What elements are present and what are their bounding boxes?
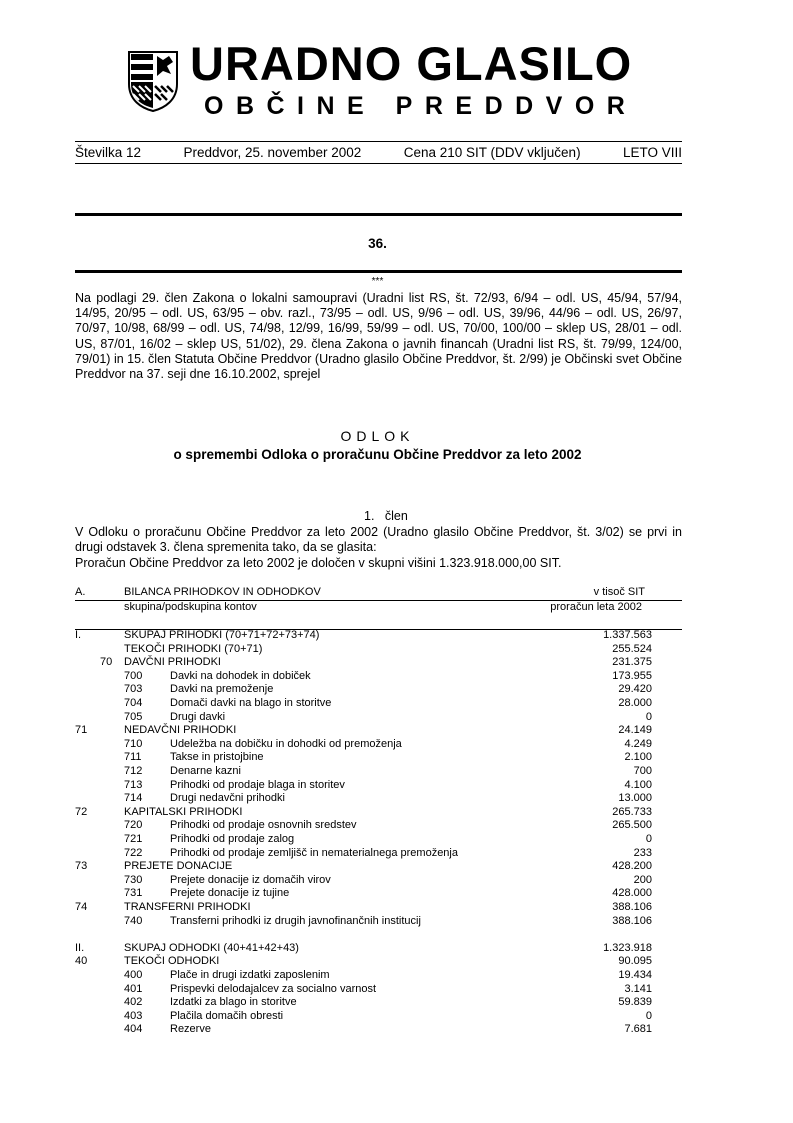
row-account-code: 740 bbox=[124, 914, 143, 927]
row-account-code: 403 bbox=[124, 1009, 143, 1022]
table-row bbox=[75, 887, 682, 901]
row-account-name: Prihodki od prodaje zemljišč in nematerialnega premoženja bbox=[170, 846, 458, 859]
row-budget-value: 0 bbox=[645, 1009, 652, 1022]
table-row bbox=[75, 833, 682, 847]
row-account-name: Drugi nedavčni prihodki bbox=[170, 792, 285, 805]
table-row bbox=[75, 711, 682, 725]
row-account-code: 704 bbox=[124, 697, 143, 709]
row-budget-value: 90.095 bbox=[618, 955, 652, 968]
column-budget-label: proračun leta 2002 bbox=[550, 601, 642, 613]
table-header bbox=[75, 586, 682, 600]
document-number: 36. bbox=[368, 236, 387, 251]
row-account-name: TEKOČI PRIHODKI (70+71) bbox=[124, 642, 263, 655]
row-budget-value: 1.337.563 bbox=[603, 629, 652, 641]
section-label: A. bbox=[75, 586, 86, 598]
table-row bbox=[75, 860, 682, 874]
table-row bbox=[75, 724, 682, 738]
row-account-name: Plače in drugi izdatki zaposlenim bbox=[170, 969, 330, 981]
table-row bbox=[75, 738, 682, 752]
row-budget-value: 1.323.918 bbox=[603, 941, 652, 954]
row-account-code: 714 bbox=[124, 792, 143, 805]
issue-price: Cena 210 SIT (DDV vključen) bbox=[403, 145, 581, 160]
article-text: V Odloku o proračunu Občine Preddvor za leto 2002 (Uradno glasilo Občine Preddvor, št. 3/02) se prvi in drugi odstavek 3. člena spremenita tako, da se glasita: bbox=[75, 525, 682, 555]
row-budget-value: 231.375 bbox=[612, 656, 652, 669]
row-account-name: Davki na premoženje bbox=[170, 683, 274, 696]
row-budget-value: 255.524 bbox=[612, 642, 652, 655]
table-row bbox=[75, 874, 682, 888]
row-account-code: 720 bbox=[124, 819, 143, 832]
row-account-code: 712 bbox=[124, 765, 143, 777]
divider bbox=[75, 163, 682, 164]
table-row bbox=[75, 996, 682, 1010]
row-account-name: TRANSFERNI PRIHODKI bbox=[124, 901, 251, 913]
row-account-name: PREJETE DONACIJE bbox=[124, 860, 233, 873]
row-account-name: SKUPAJ ODHODKI (40+41+42+43) bbox=[124, 941, 299, 954]
row-budget-value: 265.500 bbox=[612, 819, 652, 832]
issue-number: Številka 12 bbox=[75, 145, 142, 160]
table-row bbox=[75, 629, 682, 643]
row-account-name: Drugi davki bbox=[170, 710, 226, 723]
row-account-name: Prispevki delodajalcev za socialno varnost bbox=[170, 982, 377, 995]
table-row bbox=[75, 656, 682, 670]
table-row bbox=[75, 942, 682, 956]
row-budget-value: 388.106 bbox=[612, 914, 652, 927]
table-row bbox=[75, 1023, 682, 1037]
row-budget-value: 233 bbox=[633, 846, 652, 859]
row-account-name: Rezerve bbox=[170, 1023, 211, 1036]
section-rule bbox=[75, 270, 682, 273]
row-label: II. bbox=[75, 941, 85, 954]
row-account-code: 402 bbox=[124, 996, 143, 1009]
table-row bbox=[75, 969, 682, 983]
row-budget-value: 29.420 bbox=[618, 683, 652, 696]
row-budget-value: 28.000 bbox=[618, 697, 652, 709]
table-row bbox=[75, 683, 682, 697]
row-label: I. bbox=[75, 629, 82, 641]
row-budget-value: 4.100 bbox=[624, 778, 652, 791]
row-account-name: Prihodki od prodaje blaga in storitev bbox=[170, 778, 345, 791]
row-account-code: 70 bbox=[100, 656, 113, 669]
budget-table bbox=[75, 629, 682, 1049]
row-budget-value: 0 bbox=[645, 833, 652, 845]
row-budget-value: 200 bbox=[633, 873, 652, 886]
row-account-name: Domači davki na blago in storitve bbox=[170, 697, 332, 709]
row-account-name: Prihodki od prodaje osnovnih sredstev bbox=[170, 819, 357, 832]
table-row bbox=[75, 779, 682, 793]
row-account-code: 401 bbox=[124, 982, 143, 995]
row-account-code: 721 bbox=[124, 833, 143, 845]
row-account-name: Prejete donacije iz domačih virov bbox=[170, 873, 331, 886]
row-account-name: TEKOČI ODHODKI bbox=[124, 955, 220, 968]
row-account-name: NEDAVČNI PRIHODKI bbox=[124, 724, 237, 737]
row-account-code: 731 bbox=[124, 887, 143, 900]
row-label: 40 bbox=[75, 955, 88, 968]
table-row bbox=[75, 983, 682, 997]
row-account-name: Prihodki od prodaje zalog bbox=[170, 833, 295, 845]
table-row bbox=[75, 751, 682, 765]
row-account-name: Prejete donacije iz tujine bbox=[170, 887, 290, 900]
table-row bbox=[75, 915, 682, 929]
divider bbox=[75, 141, 682, 142]
table-row bbox=[75, 765, 682, 779]
table-row bbox=[75, 847, 682, 861]
row-account-code: 730 bbox=[124, 873, 143, 886]
row-account-name: KAPITALSKI PRIHODKI bbox=[124, 805, 243, 818]
row-account-name: Udeležba na dobičku in dohodki od premoženja bbox=[170, 737, 402, 750]
row-account-code: 713 bbox=[124, 778, 143, 791]
row-label: 74 bbox=[75, 901, 88, 913]
column-group-label: skupina/podskupina kontov bbox=[124, 601, 257, 613]
row-account-name: Izdatki za blago in storitve bbox=[170, 996, 297, 1009]
row-account-code: 722 bbox=[124, 846, 143, 859]
row-budget-value: 19.434 bbox=[618, 969, 652, 981]
table-subheader bbox=[75, 601, 682, 615]
row-account-name: Davki na dohodek in dobiček bbox=[170, 669, 311, 682]
row-budget-value: 13.000 bbox=[618, 792, 652, 805]
row-budget-value: 388.106 bbox=[612, 901, 652, 913]
row-label: 71 bbox=[75, 724, 88, 737]
row-budget-value: 2.100 bbox=[624, 751, 652, 764]
table-row bbox=[75, 955, 682, 969]
table-row bbox=[75, 1010, 682, 1024]
table-row bbox=[75, 901, 682, 915]
article-heading: 1. člen bbox=[364, 509, 408, 523]
article-text-total: Proračun Občine Preddvor za leto 2002 je določen v skupni višini 1.323.918.000,00 SIT. bbox=[75, 556, 562, 570]
section-rule bbox=[75, 213, 682, 216]
row-account-code: 711 bbox=[124, 751, 142, 764]
row-account-name: Takse in pristojbine bbox=[170, 751, 264, 764]
document-subheading: o spremembi Odloka o proračunu Občine Preddvor za leto 2002 bbox=[173, 447, 582, 462]
row-budget-value: 24.149 bbox=[618, 724, 652, 737]
row-budget-value: 59.839 bbox=[618, 996, 652, 1009]
table-row bbox=[75, 806, 682, 820]
row-label: 72 bbox=[75, 805, 88, 818]
table-row bbox=[75, 819, 682, 833]
municipal-coat-of-arms-icon bbox=[127, 50, 179, 112]
row-budget-value: 7.681 bbox=[624, 1023, 652, 1036]
row-account-code: 705 bbox=[124, 710, 143, 723]
row-budget-value: 700 bbox=[633, 765, 652, 777]
table-row bbox=[75, 792, 682, 806]
table-row bbox=[75, 697, 682, 711]
row-account-name: Transferni prihodki iz drugih javnofinančnih institucij bbox=[170, 914, 421, 927]
publication-title: URADNO GLASILO bbox=[190, 37, 633, 90]
row-budget-value: 3.141 bbox=[624, 982, 652, 995]
row-account-code: 400 bbox=[124, 969, 143, 981]
row-budget-value: 265.733 bbox=[612, 805, 652, 818]
row-budget-value: 0 bbox=[645, 710, 652, 723]
table-row bbox=[75, 670, 682, 684]
publication-subtitle: OBČINE PREDDVOR bbox=[204, 92, 638, 120]
row-account-name: SKUPAJ PRIHODKI (70+71+72+73+74) bbox=[124, 629, 320, 641]
row-budget-value: 4.249 bbox=[624, 737, 652, 750]
document-heading: ODLOK bbox=[340, 428, 415, 444]
unit-label: v tisoč SIT bbox=[593, 586, 645, 598]
row-budget-value: 428.200 bbox=[612, 860, 652, 873]
separator-stars: *** bbox=[371, 276, 384, 287]
row-label: 73 bbox=[75, 860, 88, 873]
row-account-code: 404 bbox=[124, 1023, 143, 1036]
table-row bbox=[75, 643, 682, 657]
row-budget-value: 173.955 bbox=[612, 669, 652, 682]
row-budget-value: 428.000 bbox=[612, 887, 652, 900]
row-account-code: 710 bbox=[124, 737, 143, 750]
issue-year: LETO VIII bbox=[622, 145, 682, 160]
row-account-code: 700 bbox=[124, 669, 143, 682]
row-account-code: 703 bbox=[124, 683, 143, 696]
issue-place-date: Preddvor, 25. november 2002 bbox=[183, 145, 362, 160]
preamble-text: Na podlagi 29. člen Zakona o lokalni samoupravi (Uradni list RS, št. 72/93, 6/94 – odl. US, 45/94, 57/94, 14/95, 20/95 – odl. US, 63/95 – obv. razl., 73/95 – odl. US, 9/96 – odl. US, 39/96, 44/96 – odl. US, 26/97, 70/97, 10/98, 68/99 – odl. US, 74/98, 12/99, 16/99, 59/99 – odl. US, 70/00, 100/00 – sklep US, 28/01 – odl. US, 87/01, 16/02 – sklep US, 51/02), 29. člena Zakona o javnih financah (Uradni list RS, št. 79/99, 124/00, 79/01) in 15. člen Statuta Občine Preddvor (Uradno glasilo Občine Preddvor, št. 2/99) je Občinski svet Občine Preddvor na 37. seji dne 16.10.2002, sprejel bbox=[75, 291, 682, 382]
issue-info-bar bbox=[75, 145, 682, 160]
row-account-name: DAVČNI PRIHODKI bbox=[124, 656, 221, 669]
section-title: BILANCA PRIHODKOV IN ODHODKOV bbox=[124, 586, 321, 598]
row-account-name: Denarne kazni bbox=[170, 765, 241, 777]
row-account-name: Plačila domačih obresti bbox=[170, 1009, 284, 1022]
